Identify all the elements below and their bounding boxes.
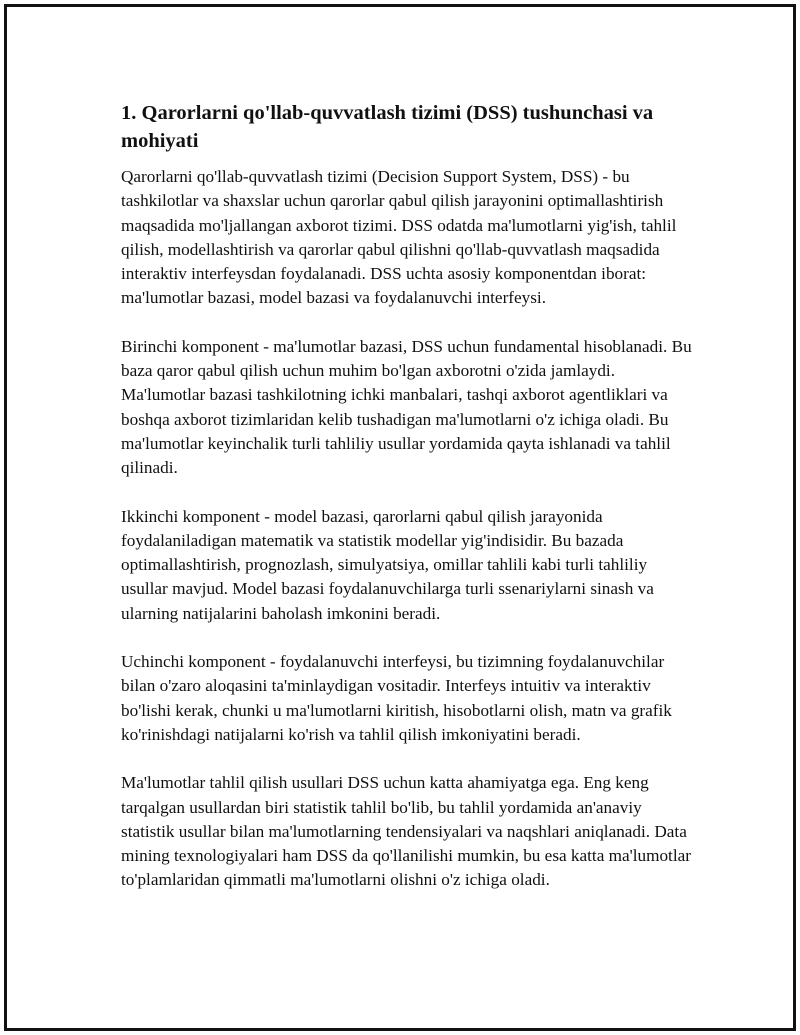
paragraph-interface-component: Uchinchi komponent - foydalanuvchi interfeysi, bu tizimning foydalanuvchilar bilan o'zaro aloqasini ta'minlaydigan vositadir. Interfeys intuitiv va interaktiv bo'lishi kerak, chunki u ma'lumotlarni kiritish, hisobotlarni olish, matn va grafik ko'rinishdagi natijalarni ko'rish va tahlil qilish imkoniyatini beradi. (121, 652, 672, 744)
paragraph-analysis-methods: Ma'lumotlar tahlil qilish usullari DSS uchun katta ahamiyatga ega. Eng keng tarqalgan usullardan biri statistik tahlil bo'lib, bu tahlil yordamida an'anaviy statistik usullar bilan ma'lumotlarning tendensiyalari va naqshlari aniqlanadi. Data mining texnologiyalari ham DSS da qo'llanilishi mumkin, bu esa katta ma'lumotlar to'plamlaridan qimmatli ma'lumotlarni olishni o'z ichiga oladi. (121, 773, 691, 890)
paragraph-database-component: Birinchi komponent - ma'lumotlar bazasi, DSS uchun fundamental hisoblanadi. Bu baza qaror qabul qilish uchun muhim bo'lgan axborotni o'zida jamlaydi. Ma'lumotlar bazasi tashkilotning ichki manbalari, tashqi axborot agentliklari va boshqa axborot tizimlaridan kelib tushadigan ma'lumotlarni o'z ichiga oladi. Bu ma'lumotlar keyinchalik turli tahliliy usullar yordamida qayta ishlanadi va tahlil qilinadi. (121, 336, 692, 478)
page-frame (4, 4, 796, 1031)
section-heading: 1. Qarorlarni qo'llab-quvvatlash tizimi (DSS) tushunchasi va mohiyati (121, 102, 654, 152)
paragraph-model-component: Ikkinchi komponent - model bazasi, qarorlarni qabul qilish jarayonida foydalaniladigan matematik va statistik modellar yig'indisidir. Bu bazada optimallashtirish, prognozlash, simulyatsiya, omillar tahlili kabi turli tahliliy usullar mavjud. Model bazasi foydalanuvchilarga turli ssenariylarni sinash va ularning natijalarini baholash imkonini beradi. (121, 506, 654, 623)
document-body (121, 99, 693, 917)
paragraph-definition: Qarorlarni qo'llab-quvvatlash tizimi (Decision Support System, DSS) - bu tashkilotlar va shaxslar uchun qarorlar qabul qilish jarayonini optimallashtirish maqsadida mo'ljallangan axborot tizimi. DSS odatda ma'lumotlarni yig'ish, tahlil qilish, modellashtirish va qarorlar qabul qilishni qo'llab-quvvatlash maqsadida interaktiv interfeysdan foydalanadi. DSS uchta asosiy komponentdan iborat: ma'lumotlar bazasi, model bazasi va foydalanuvchi interfeysi. (121, 167, 677, 308)
